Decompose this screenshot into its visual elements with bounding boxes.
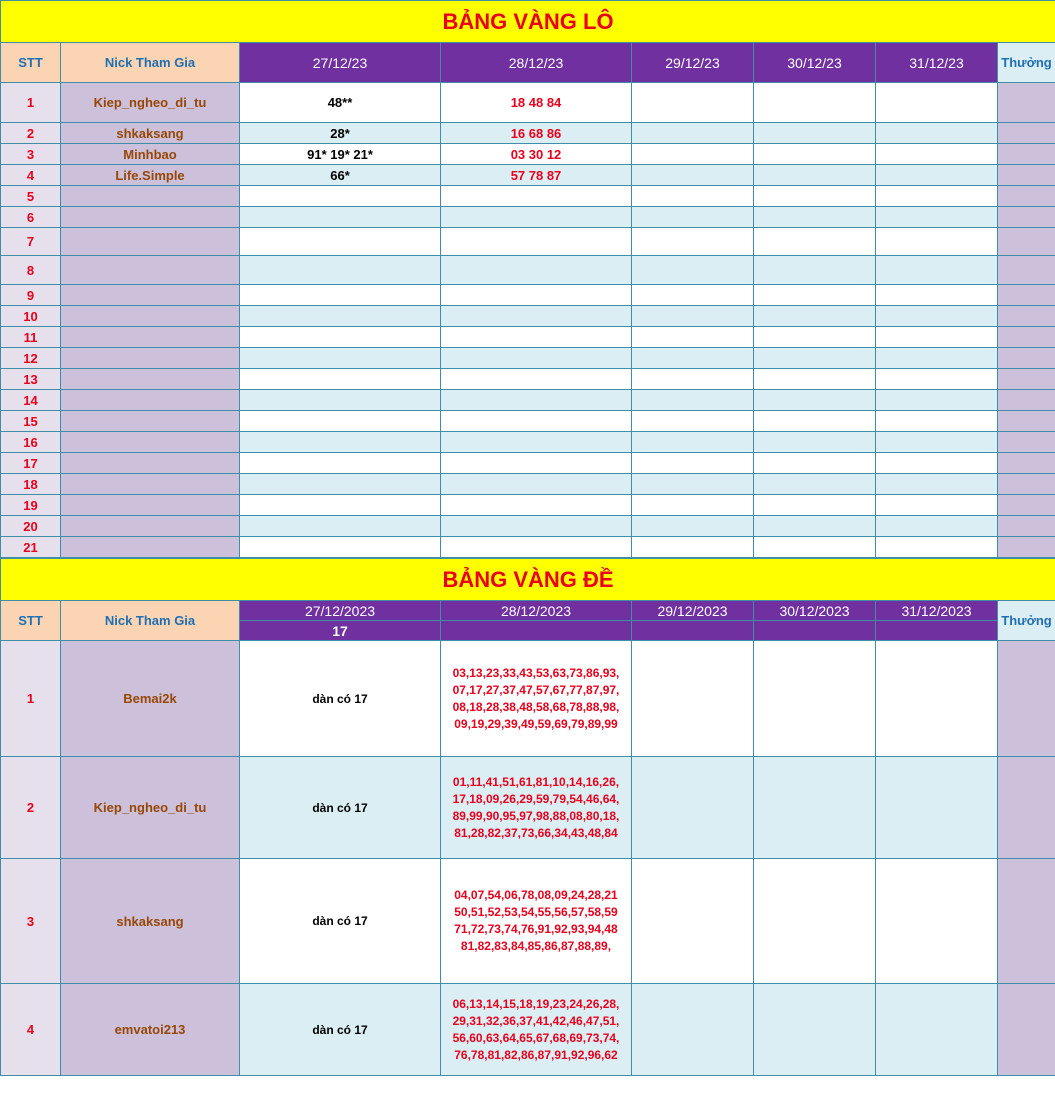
lo-row-day-29 — [632, 306, 754, 327]
lo-row-day-28 — [441, 327, 632, 348]
lo-row-day-28: 57 78 87 — [441, 165, 632, 186]
lo-row-day-27 — [240, 348, 441, 369]
de-header-date-1: 27/12/2023 — [240, 601, 441, 621]
lo-row-day-28 — [441, 228, 632, 256]
lo-row-thuong — [998, 495, 1055, 516]
lo-row-thuong — [998, 390, 1055, 411]
lo-row-day-28 — [441, 390, 632, 411]
lo-row-day-27 — [240, 390, 441, 411]
de-number-line: 50,51,52,53,54,55,56,57,58,59 — [454, 905, 618, 919]
lo-row-stt: 10 — [1, 306, 61, 327]
lo-row-day-31 — [876, 369, 998, 390]
lo-row-day-28: 16 68 86 — [441, 123, 632, 144]
lo-row-day-28 — [441, 369, 632, 390]
de-row-day-27: dàn có 17 — [240, 984, 441, 1076]
lo-row-day-31 — [876, 495, 998, 516]
de-row-day-30 — [754, 984, 876, 1076]
lo-row-day-29 — [632, 516, 754, 537]
de-row-nick: emvatoi213 — [61, 984, 240, 1076]
de-number-line: 06,13,14,15,18,19,23,24,26,28, — [452, 996, 620, 1011]
lo-row-day-31 — [876, 144, 998, 165]
lo-row-day-28 — [441, 432, 632, 453]
lo-row-day-29 — [632, 327, 754, 348]
lo-row-day-29 — [632, 165, 754, 186]
lo-row-day-30 — [754, 186, 876, 207]
lo-row-day-30 — [754, 228, 876, 256]
lo-row-stt: 21 — [1, 537, 61, 558]
de-row-stt: 4 — [1, 984, 61, 1076]
lo-row-day-30 — [754, 207, 876, 228]
lo-row — [1, 432, 1055, 453]
lo-row-stt: 20 — [1, 516, 61, 537]
de-result-31 — [876, 621, 998, 641]
lo-row-stt: 14 — [1, 390, 61, 411]
lo-row-nick — [61, 348, 240, 369]
lo-header-thuong: Thưởng — [998, 43, 1055, 83]
lo-row-day-31 — [876, 123, 998, 144]
lo-row-day-29 — [632, 390, 754, 411]
lo-row — [1, 256, 1055, 285]
lo-row-stt: 7 — [1, 228, 61, 256]
lo-row-stt: 18 — [1, 474, 61, 495]
lo-row-stt: 5 — [1, 186, 61, 207]
de-number-line: 71,72,73,74,76,91,92,93,94,48 — [454, 922, 618, 936]
lo-row-nick: Minhbao — [61, 144, 240, 165]
lo-row — [1, 411, 1055, 432]
lo-row-stt: 13 — [1, 369, 61, 390]
de-row-nick: shkaksang — [61, 859, 240, 984]
lo-row-day-28 — [441, 186, 632, 207]
lo-row-day-30 — [754, 516, 876, 537]
lo-row-nick — [61, 537, 240, 558]
lo-row-nick — [61, 306, 240, 327]
de-row-day-31 — [876, 984, 998, 1076]
lo-row — [1, 228, 1055, 256]
de-number-line: 17,18,09,26,29,59,79,54,46,64, — [452, 791, 620, 806]
lo-row-day-30 — [754, 285, 876, 306]
lo-row-day-27 — [240, 537, 441, 558]
lo-row-day-29 — [632, 348, 754, 369]
lo-row — [1, 327, 1055, 348]
de-table — [0, 558, 1055, 1076]
lo-row-day-29 — [632, 474, 754, 495]
lo-row-day-27 — [240, 285, 441, 306]
lo-row-thuong — [998, 348, 1055, 369]
de-result-27: 17 — [240, 621, 441, 641]
lo-row-stt: 8 — [1, 256, 61, 285]
lo-row — [1, 474, 1055, 495]
lo-row-day-31 — [876, 327, 998, 348]
lo-row-day-29 — [632, 207, 754, 228]
lo-row-day-31 — [876, 83, 998, 123]
lo-row-day-31 — [876, 306, 998, 327]
lo-row-day-29 — [632, 123, 754, 144]
de-row-day-29 — [632, 984, 754, 1076]
de-row-day-27: dàn có 17 — [240, 641, 441, 757]
lo-title: BẢNG VÀNG LÔ — [1, 1, 1055, 43]
lo-row — [1, 453, 1055, 474]
lo-row-thuong — [998, 453, 1055, 474]
de-number-line: 89,99,90,95,97,98,88,08,80,18, — [452, 808, 620, 823]
lo-row-stt: 16 — [1, 432, 61, 453]
lo-header-date-1: 27/12/23 — [240, 43, 441, 83]
lo-row-nick — [61, 369, 240, 390]
lo-row-nick — [61, 228, 240, 256]
lo-row-day-31 — [876, 165, 998, 186]
lo-row-nick: Kiep_ngheo_di_tu — [61, 83, 240, 123]
lo-row-day-29 — [632, 432, 754, 453]
de-number-line: 07,17,27,37,47,57,67,77,87,97, — [452, 682, 620, 697]
de-row-day-28 — [441, 757, 632, 859]
lo-row-day-29 — [632, 186, 754, 207]
lo-row-day-29 — [632, 228, 754, 256]
lo-row-day-27: 28* — [240, 123, 441, 144]
de-number-line: 56,60,63,64,65,67,68,69,73,74, — [452, 1030, 620, 1045]
lo-row-day-31 — [876, 256, 998, 285]
lo-row-day-29 — [632, 453, 754, 474]
de-row-day-30 — [754, 641, 876, 757]
de-row — [1, 641, 1055, 757]
de-row — [1, 984, 1055, 1076]
lo-row-day-31 — [876, 516, 998, 537]
lo-row-day-29 — [632, 285, 754, 306]
lo-row-day-30 — [754, 474, 876, 495]
lo-row-day-30 — [754, 369, 876, 390]
de-row-day-28 — [441, 859, 632, 984]
lo-row-day-27 — [240, 186, 441, 207]
lo-row-day-28 — [441, 207, 632, 228]
de-number-line: 81,28,82,37,73,66,34,43,48,84 — [454, 825, 618, 840]
de-row-day-29 — [632, 757, 754, 859]
de-row-nick: Kiep_ngheo_di_tu — [61, 757, 240, 859]
lo-row-nick — [61, 327, 240, 348]
lo-row-day-30 — [754, 83, 876, 123]
lo-row-day-30 — [754, 495, 876, 516]
lo-row-day-31 — [876, 474, 998, 495]
lo-row-day-30 — [754, 411, 876, 432]
de-result-29 — [632, 621, 754, 641]
lo-row-thuong — [998, 306, 1055, 327]
lo-row-nick: Life.Simple — [61, 165, 240, 186]
lo-row-day-31 — [876, 285, 998, 306]
de-row-day-29 — [632, 859, 754, 984]
lo-row — [1, 144, 1055, 165]
de-number-line: 08,18,28,38,48,58,68,78,88,98, — [452, 699, 620, 714]
lo-row — [1, 83, 1055, 123]
lo-row — [1, 537, 1055, 558]
lo-row-day-31 — [876, 390, 998, 411]
lo-row-day-31 — [876, 228, 998, 256]
lo-row-day-27: 91* 19* 21* — [240, 144, 441, 165]
de-row — [1, 757, 1055, 859]
lo-row-thuong — [998, 228, 1055, 256]
lo-row — [1, 495, 1055, 516]
lo-row-day-30 — [754, 537, 876, 558]
lo-row-stt: 9 — [1, 285, 61, 306]
lo-row-day-29 — [632, 495, 754, 516]
lo-row — [1, 165, 1055, 186]
lo-header-date-5: 31/12/23 — [876, 43, 998, 83]
de-row-day-27: dàn có 17 — [240, 757, 441, 859]
de-row-day-28 — [441, 984, 632, 1076]
lo-row-day-27 — [240, 495, 441, 516]
lo-row-day-28 — [441, 411, 632, 432]
de-row-day-30 — [754, 859, 876, 984]
de-number-line: 04,07,54,06,78,08,09,24,28,21 — [454, 888, 618, 902]
de-number-line: 29,31,32,36,37,41,42,46,47,51, — [452, 1013, 620, 1028]
lo-row-day-28 — [441, 256, 632, 285]
lo-row-stt: 15 — [1, 411, 61, 432]
lo-row-day-27: 66* — [240, 165, 441, 186]
lo-row-nick — [61, 207, 240, 228]
lo-row-day-29 — [632, 256, 754, 285]
lo-row-thuong — [998, 165, 1055, 186]
de-header-thuong: Thưởng — [998, 601, 1055, 641]
lo-row-thuong — [998, 285, 1055, 306]
lo-row-stt: 17 — [1, 453, 61, 474]
lo-row-stt: 1 — [1, 83, 61, 123]
de-row-day-31 — [876, 641, 998, 757]
de-number-line: 76,78,81,82,86,87,91,92,96,62 — [454, 1047, 618, 1062]
lo-row-stt: 2 — [1, 123, 61, 144]
lo-row-day-27 — [240, 306, 441, 327]
lo-row-nick — [61, 186, 240, 207]
lo-row-stt: 12 — [1, 348, 61, 369]
lo-row-day-31 — [876, 453, 998, 474]
lo-row-day-30 — [754, 256, 876, 285]
lo-row-thuong — [998, 327, 1055, 348]
de-row-thuong — [998, 641, 1055, 757]
lo-header-date-3: 29/12/23 — [632, 43, 754, 83]
lo-row-nick — [61, 453, 240, 474]
lo-row-day-31 — [876, 432, 998, 453]
lo-row-nick — [61, 495, 240, 516]
lo-row-stt: 11 — [1, 327, 61, 348]
lo-row-thuong — [998, 432, 1055, 453]
lo-row-day-30 — [754, 327, 876, 348]
de-row-thuong — [998, 984, 1055, 1076]
lo-row-thuong — [998, 474, 1055, 495]
lo-row-day-31 — [876, 411, 998, 432]
lo-row — [1, 285, 1055, 306]
lo-row-day-27 — [240, 228, 441, 256]
lo-row-day-29 — [632, 83, 754, 123]
lo-row-nick — [61, 285, 240, 306]
de-row — [1, 859, 1055, 984]
lo-row-thuong — [998, 144, 1055, 165]
lo-row — [1, 186, 1055, 207]
lo-row — [1, 390, 1055, 411]
lo-row-day-27 — [240, 453, 441, 474]
de-row-nick: Bemai2k — [61, 641, 240, 757]
de-number-line: 03,13,23,33,43,53,63,73,86,93, — [452, 665, 620, 680]
de-number-line: 81,82,83,84,85,86,87,88,89, — [460, 939, 612, 953]
lo-row-day-28 — [441, 348, 632, 369]
lo-row-day-27 — [240, 327, 441, 348]
de-row-day-27: dàn có 17 — [240, 859, 441, 984]
lo-row-day-29 — [632, 369, 754, 390]
lo-row — [1, 306, 1055, 327]
lo-row-day-30 — [754, 348, 876, 369]
de-row-stt: 1 — [1, 641, 61, 757]
lo-row-day-30 — [754, 432, 876, 453]
lo-row-day-30 — [754, 306, 876, 327]
lo-row-day-30 — [754, 453, 876, 474]
lo-row-day-29 — [632, 411, 754, 432]
lo-row-day-30 — [754, 390, 876, 411]
lo-row-day-31 — [876, 537, 998, 558]
lo-row-thuong — [998, 123, 1055, 144]
lo-row-nick — [61, 256, 240, 285]
lo-row-day-30 — [754, 165, 876, 186]
lo-row-day-28 — [441, 474, 632, 495]
lo-row-day-30 — [754, 123, 876, 144]
lo-row-stt: 19 — [1, 495, 61, 516]
lo-row — [1, 348, 1055, 369]
lo-row-day-31 — [876, 348, 998, 369]
lo-row-day-28 — [441, 306, 632, 327]
lo-row-day-27 — [240, 256, 441, 285]
lo-row-nick — [61, 474, 240, 495]
lo-row-day-27: 48** — [240, 83, 441, 123]
lo-row-day-31 — [876, 186, 998, 207]
lo-header-nick: Nick Tham Gia — [61, 43, 240, 83]
de-header-date-5: 31/12/2023 — [876, 601, 998, 621]
de-header-date-4: 30/12/2023 — [754, 601, 876, 621]
de-result-30 — [754, 621, 876, 641]
lo-row-nick — [61, 516, 240, 537]
de-result-28 — [441, 621, 632, 641]
de-row-day-31 — [876, 859, 998, 984]
lo-row — [1, 516, 1055, 537]
de-number-line: 09,19,29,39,49,59,69,79,89,99 — [454, 716, 618, 731]
lo-row-thuong — [998, 411, 1055, 432]
de-row-stt: 3 — [1, 859, 61, 984]
de-header-date-3: 29/12/2023 — [632, 601, 754, 621]
de-title: BẢNG VÀNG ĐỀ — [1, 559, 1055, 601]
lo-header-date-2: 28/12/23 — [441, 43, 632, 83]
lo-row-thuong — [998, 516, 1055, 537]
de-header-nick: Nick Tham Gia — [61, 601, 240, 641]
lo-row — [1, 207, 1055, 228]
de-row-thuong — [998, 757, 1055, 859]
lo-row-day-28 — [441, 285, 632, 306]
lo-row-day-28 — [441, 537, 632, 558]
lo-row-thuong — [998, 83, 1055, 123]
lo-row-day-28 — [441, 495, 632, 516]
lo-row — [1, 123, 1055, 144]
lo-row — [1, 369, 1055, 390]
lo-row-day-27 — [240, 207, 441, 228]
lo-row-day-28 — [441, 453, 632, 474]
lo-row-thuong — [998, 537, 1055, 558]
lo-row-day-27 — [240, 432, 441, 453]
lo-row-day-30 — [754, 144, 876, 165]
lo-row-thuong — [998, 186, 1055, 207]
lo-row-thuong — [998, 256, 1055, 285]
de-header-date-2: 28/12/2023 — [441, 601, 632, 621]
lo-row-day-27 — [240, 411, 441, 432]
lo-header-date-4: 30/12/23 — [754, 43, 876, 83]
lo-row-thuong — [998, 369, 1055, 390]
lo-row-nick — [61, 432, 240, 453]
de-row-day-31 — [876, 757, 998, 859]
lo-row-nick: shkaksang — [61, 123, 240, 144]
lo-row-day-28 — [441, 516, 632, 537]
lo-row-nick — [61, 390, 240, 411]
lo-row-stt: 6 — [1, 207, 61, 228]
lo-row-thuong — [998, 207, 1055, 228]
lo-row-nick — [61, 411, 240, 432]
de-row-day-28 — [441, 641, 632, 757]
lo-row-day-27 — [240, 516, 441, 537]
lo-row-day-27 — [240, 474, 441, 495]
de-row-stt: 2 — [1, 757, 61, 859]
de-row-day-30 — [754, 757, 876, 859]
lo-row-day-28: 18 48 84 — [441, 83, 632, 123]
lo-row-stt: 3 — [1, 144, 61, 165]
de-row-thuong — [998, 859, 1055, 984]
lo-header-stt: STT — [1, 43, 61, 83]
de-header-stt: STT — [1, 601, 61, 641]
lo-row-stt: 4 — [1, 165, 61, 186]
lo-row-day-27 — [240, 369, 441, 390]
lo-row-day-28: 03 30 12 — [441, 144, 632, 165]
de-number-line: 01,11,41,51,61,81,10,14,16,26, — [452, 774, 620, 789]
lo-row-day-31 — [876, 207, 998, 228]
lo-row-day-29 — [632, 144, 754, 165]
de-row-day-29 — [632, 641, 754, 757]
lo-row-day-29 — [632, 537, 754, 558]
